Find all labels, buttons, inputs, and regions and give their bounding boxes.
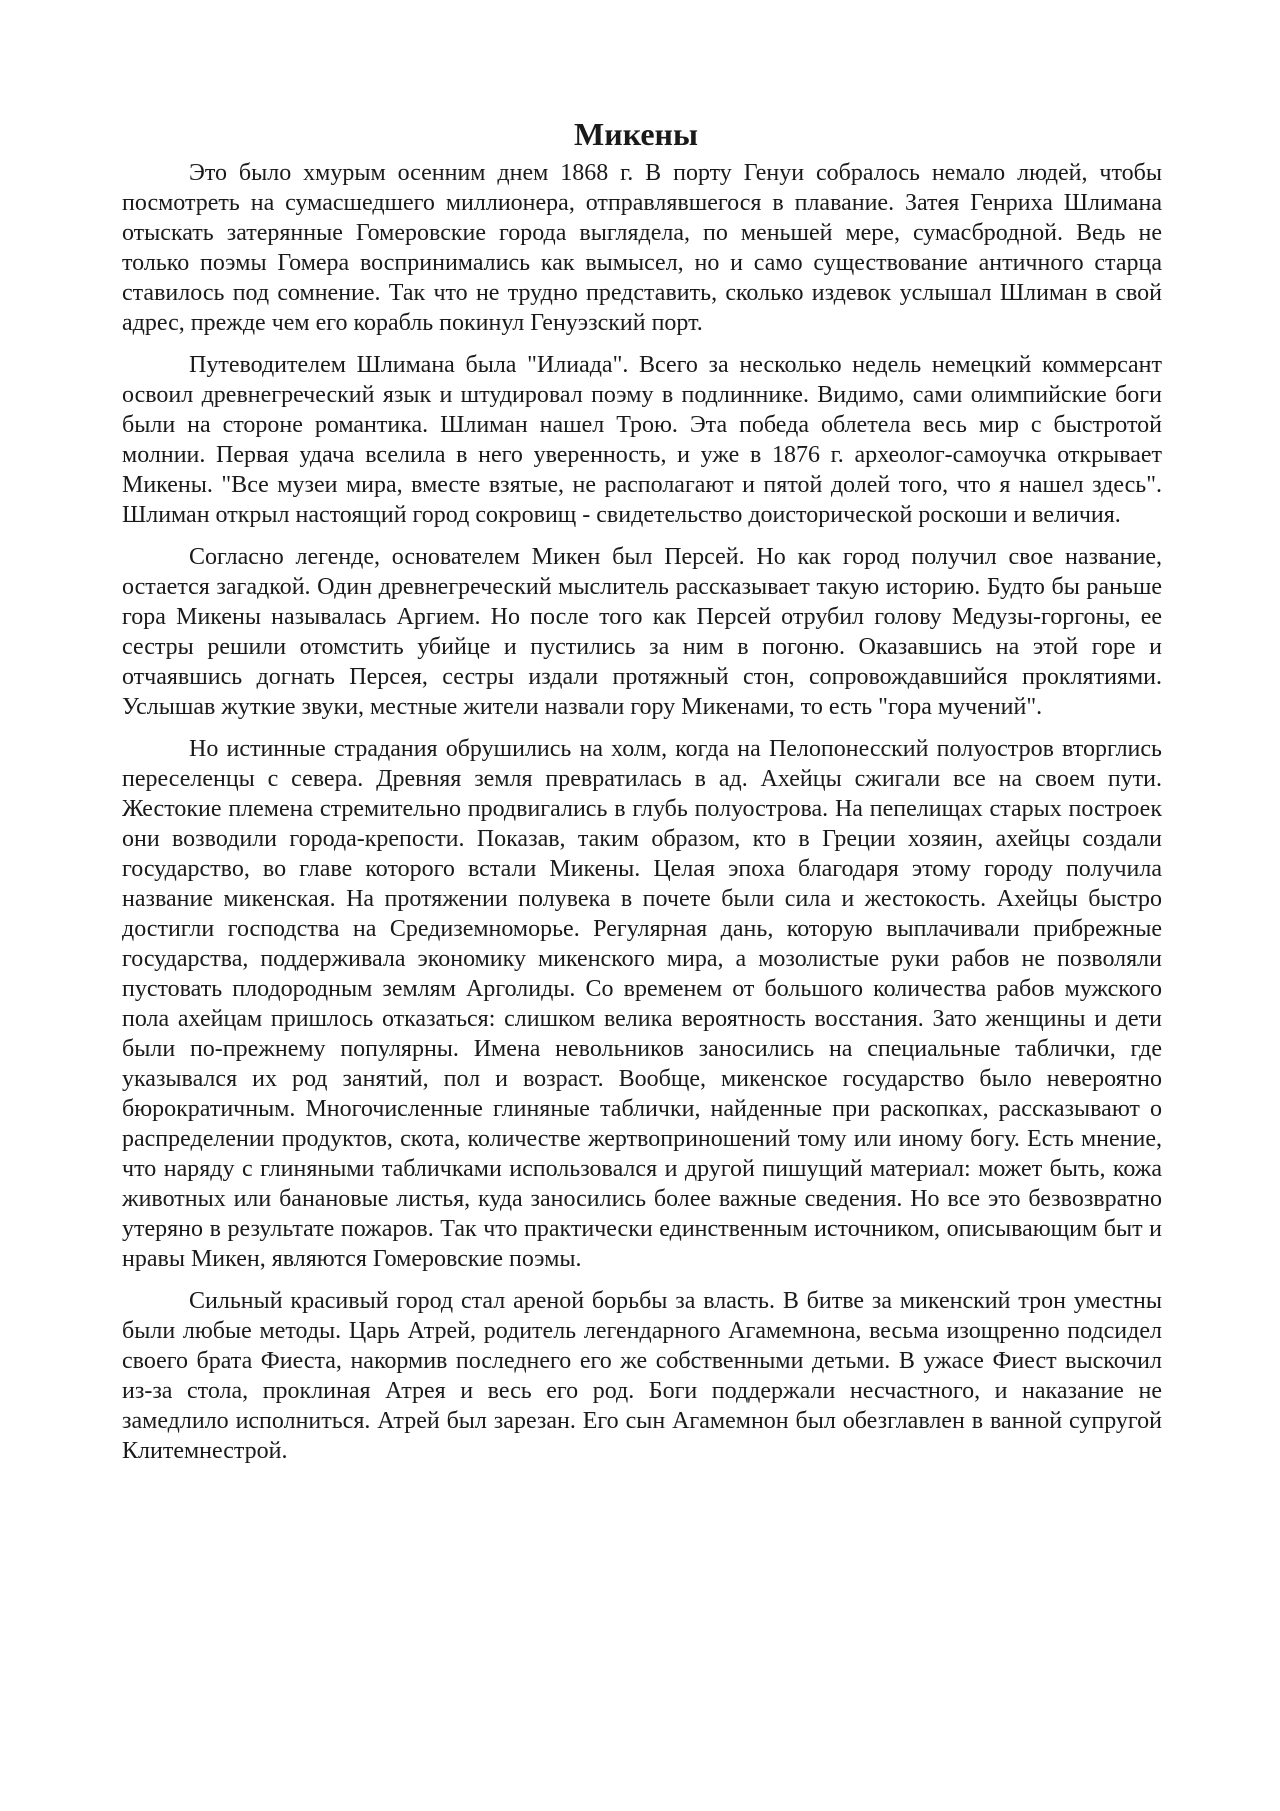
paragraph-2: Путеводителем Шлимана была "Илиада". Всего за несколько недель немецкий коммерсант освоил древнегреческий язык и штудировал поэму в подлиннике. Видимо, сами олимпийские боги были на стороне романтика. Шлиман нашел Трою. Эта победа облетела весь мир с быстротой молнии. Первая удача вселила в него уверенность, и уже в 1876 г. археолог-самоучка открывает Микены. "Все музеи мира, вместе взятые, не располагают и пятой долей того, что я нашел здесь". Шлиман открыл настоящий город сокровищ - свидетельство доисторической роскоши и величия. (122, 352, 1162, 528)
paragraph-1: Это было хмурым осенним днем 1868 г. В порту Генуи собралось немало людей, чтобы посмотреть на сумасшедшего миллионера, отправлявшегося в плавание. Затея Генриха Шлимана отыскать затерянные Гомеровские города выглядела, по меньшей мере, сумасбродной. Ведь не только поэмы Гомера воспринимались как вымысел, но и само существование античного старца ставилось под сомнение. Так что не трудно представить, сколько издевок услышал Шлиман в свой адрес, прежде чем его корабль покинул Генуэзский порт. (122, 160, 1162, 336)
paragraph-5: Сильный красивый город стал ареной борьбы за власть. В битве за микенский трон уместны были любые методы. Царь Атрей, родитель легендарного Агамемнона, весьма изощренно подсидел своего брата Фиеста, накормив последнего его же собственными детьми. В ужасе Фиест выскочил из-за стола, проклиная Атрея и весь его род. Боги поддержали несчастного, и наказание не замедлило исполниться. Атрей был зарезан. Его сын Агамемнон был обезглавлен в ванной супругой Клитемнестрой. (122, 1288, 1162, 1464)
paragraph-4: Но истинные страдания обрушились на холм, когда на Пелопонесский полуостров вторглись переселенцы с севера. Древняя земля превратилась в ад. Ахейцы сжигали все на своем пути. Жестокие племена стремительно продвигались в глубь полуострова. На пепелищах старых построек они возводили города-крепости. Показав, таким образом, кто в Греции хозяин, ахейцы создали государство, во главе которого встали Микены. Целая эпоха благодаря этому городу получила название микенская. На протяжении полувека в почете были сила и жестокость. Ахейцы быстро достигли господства на Средиземноморье. Регулярная дань, которую выплачивали прибрежные государства, поддерживала экономику микенского мира, а мозолистые руки рабов не позволяли пустовать плодородным землям Арголиды. Со временем от большого количества рабов мужского пола ахейцам пришлось отказаться: слишком велика вероятность восстания. Зато женщины и дети были по-прежнему популярны. Имена невольников заносились на специальные таблички, где указывался их род занятий, пол и возраст. Вообще, микенское государство было невероятно бюрократичным. Многочисленные глиняные таблички, найденные при раскопках, рассказывают о распределении продуктов, скота, количестве жертвоприношений тому или иному богу. Есть мнение, что наряду с глиняными табличками использовался и другой пишущий материал: может быть, кожа животных или банановые листья, куда заносились более важные сведения. Но все это безвозвратно утеряно в результате пожаров. Так что практически единственным источником, описывающим быт и нравы Микен, являются Гомеровские поэмы. (122, 736, 1162, 1272)
document-page (122, 114, 1162, 1478)
page-title: Микены (574, 116, 698, 152)
paragraph-3: Согласно легенде, основателем Микен был Персей. Но как город получил свое название, остается загадкой. Один древнегреческий мыслитель рассказывает такую историю. Будто бы раньше гора Микены называлась Аргием. Но после того как Персей отрубил голову Медузы-горгоны, ее сестры решили отомстить убийце и пустились за ним в погоню. Оказавшись на этой горе и отчаявшись догнать Персея, сестры издали протяжный стон, сопровождавшийся проклятиями. Услышав жуткие звуки, местные жители назвали гору Микенами, то есть "гора мучений". (122, 544, 1162, 720)
